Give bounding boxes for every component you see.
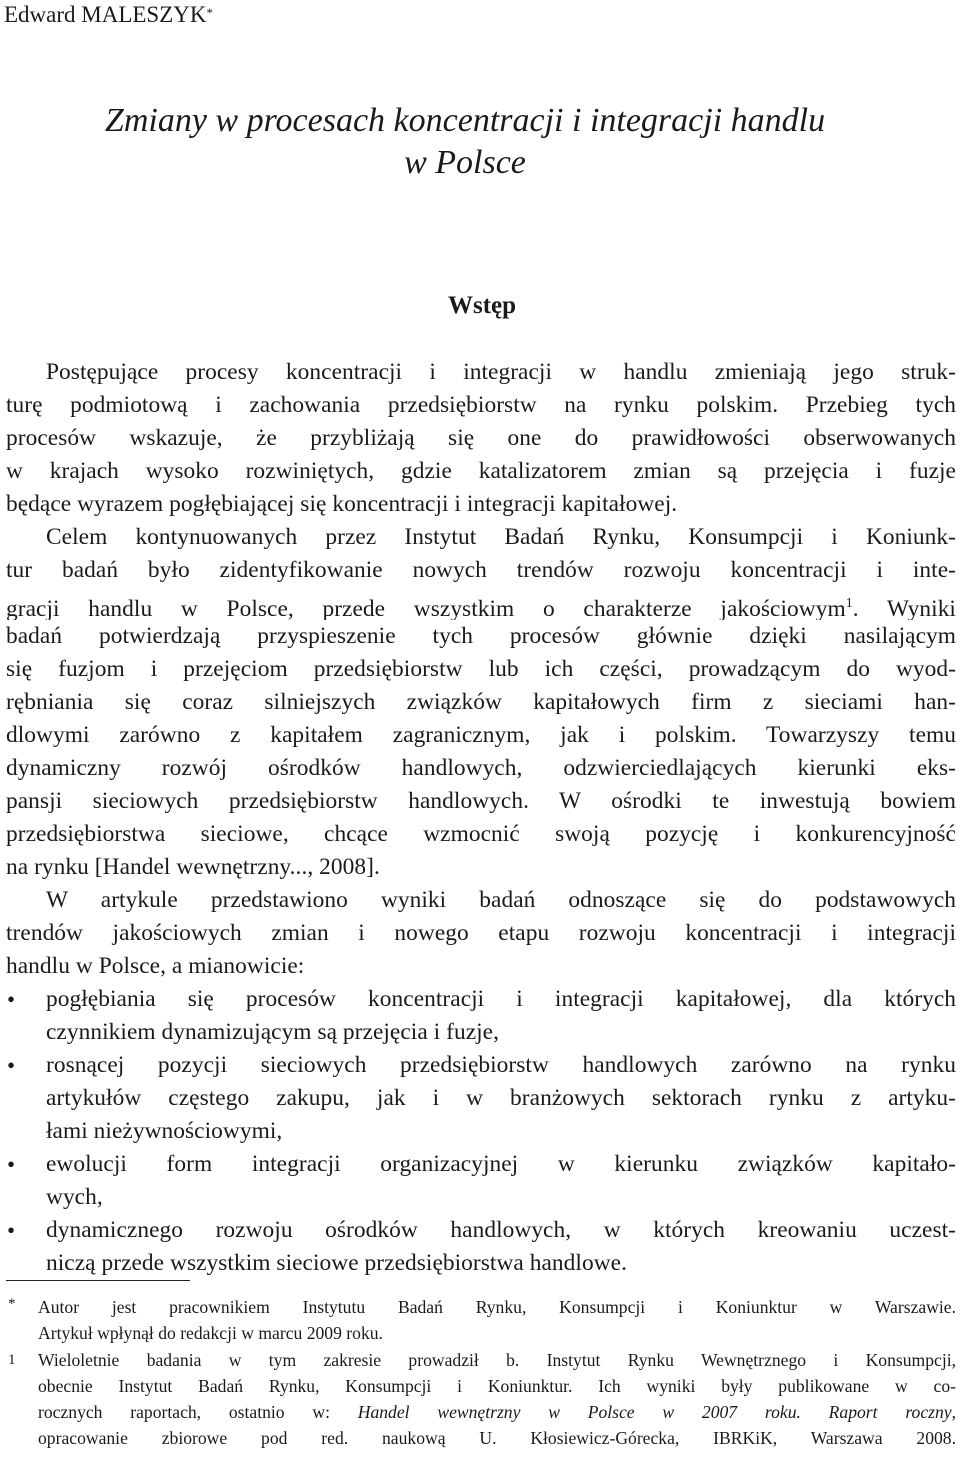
- bullet-line: pogłębiania się procesów koncentracji i integracji kapitałowej, dla których: [46, 986, 956, 1012]
- footnote-text: rocznych raportach, ostatnio w:: [38, 1402, 358, 1422]
- body-line: dlowymi zarówno z kapitałem zagranicznym, jak i polskim. Towarzyszy temu: [6, 722, 956, 748]
- bullet-line: czynnikiem dynamizującym są przejęcia i fuzje,: [46, 1019, 500, 1045]
- body-line: W artykule przedstawiono wyniki badań odnoszące się do podstawowych: [46, 887, 956, 913]
- body-line: na rynku [Handel wewnętrzny..., 2008].: [6, 854, 380, 880]
- footnote-line: [38, 1399, 956, 1425]
- body-line: przedsiębiorstwa sieciowe, chcące wzmocnić swoją pozycję i konkurencyjność: [6, 821, 956, 847]
- bullet-line: wych,: [46, 1184, 103, 1210]
- article-title-line-1: Zmiany w procesach koncentracji i integracji handlu: [104, 102, 826, 139]
- body-line: dynamiczny rozwój ośrodków handlowych, odzwierciedlających kierunki eks-: [6, 755, 956, 781]
- footnote-mark: *: [8, 1296, 16, 1312]
- footnote-ref[interactable]: 1: [845, 596, 853, 611]
- author-name: Edward MALESZYK: [4, 2, 207, 27]
- body-line: turę podmiotową i zachowania przedsiębiorstw na rynku polskim. Przebieg tych: [6, 392, 956, 418]
- body-line: w krajach wysoko rozwiniętych, gdzie katalizatorem zmian są przejęcia i fuzje: [6, 458, 956, 484]
- bullet-line: ewolucji form integracji organizacyjnej w kierunku związków kapitało-: [46, 1151, 956, 1177]
- section-heading: Wstęp: [447, 292, 517, 319]
- body-line: badań potwierdzają przyspieszenie tych procesów głównie dzięki nasilającym: [6, 623, 956, 649]
- body-line: Celem kontynuowanych przez Instytut Badań Rynku, Konsumpcji i Koniunk-: [46, 524, 956, 550]
- body-line: będące wyrazem pogłębiającej się koncentracji i integracji kapitałowej.: [6, 491, 678, 517]
- body-line: się fuzjom i przejęciom przedsiębiorstw lub ich części, prowadzącym do wyod-: [6, 656, 956, 682]
- bullet-marker: •: [7, 987, 16, 1012]
- footnote-line: Autor jest pracownikiem Instytutu Badań Rynku, Konsumpcji i Koniunktur w Warszawie.: [38, 1297, 956, 1317]
- body-line: pansji sieciowych przedsiębiorstw handlowych. W ośrodki te inwestują bowiem: [6, 788, 956, 814]
- footnote-line: obecnie Instytut Badań Rynku, Konsumpcji i Koniunktur. Ich wyniki były publikowane w co-: [38, 1376, 956, 1396]
- body-line: trendów jakościowych zmian i nowego etapu rozwoju koncentracji i integracji: [6, 920, 956, 946]
- body-line: handlu w Polsce, a mianowicie:: [6, 953, 305, 979]
- footnote-separator: [6, 1280, 190, 1281]
- article-title-line-2: w Polsce: [404, 144, 526, 181]
- bullet-line: dynamicznego rozwoju ośrodków handlowych, w których kreowaniu uczest-: [46, 1217, 956, 1243]
- bullet-marker: •: [7, 1053, 16, 1078]
- body-line: tur badań było zidentyfikowanie nowych trendów rozwoju koncentracji i inte-: [6, 557, 956, 583]
- body-line-with-ref: [6, 587, 956, 620]
- bullet-marker: •: [7, 1152, 16, 1177]
- footnote-line: opracowanie zbiorowe pod red. naukową U. Kłosiewicz-Górecka, IBRKiK, Warszawa 2008.: [38, 1428, 956, 1448]
- body-line: procesów wskazuje, że przybliżają się one do prawidłowości obserwowanych: [6, 425, 956, 451]
- body-line: Postępujące procesy koncentracji i integracji w handlu zmieniają jego struk-: [46, 359, 956, 385]
- body-text: . Wyniki: [852, 595, 956, 620]
- author-line: [4, 0, 213, 30]
- bullet-line: łami nieżywnościowymi,: [46, 1118, 283, 1144]
- bullet-marker: •: [7, 1218, 16, 1243]
- footnote-mark: 1: [8, 1352, 16, 1368]
- body-line: rębniania się coraz silniejszych związków kapitałowych firm z sieciami han-: [6, 689, 956, 715]
- body-text: gracji handlu w Polsce, przede wszystkim o charakterze jakościowym: [6, 595, 846, 620]
- bullet-line: artykułów częstego zakupu, jak i w branżowych sektorach rynku z artyku-: [46, 1085, 956, 1111]
- footnote-cited-title: Handel wewnętrzny w Polsce w 2007 roku. Raport roczny: [357, 1402, 952, 1422]
- bullet-line: niczą przede wszystkim sieciowe przedsiębiorstwa handlowe.: [46, 1250, 627, 1276]
- footnote-line: Artykuł wpłynął do redakcji w marcu 2009 roku.: [38, 1323, 383, 1343]
- bullet-line: rosnącej pozycji sieciowych przedsiębiorstw handlowych zarówno na rynku: [46, 1052, 956, 1078]
- author-footnote-mark: *: [206, 5, 213, 20]
- footnote-line: Wieloletnie badania w tym zakresie prowadził b. Instytut Rynku Wewnętrznego i Konsumpcji,: [38, 1350, 956, 1370]
- footnote-text: ,: [951, 1402, 956, 1422]
